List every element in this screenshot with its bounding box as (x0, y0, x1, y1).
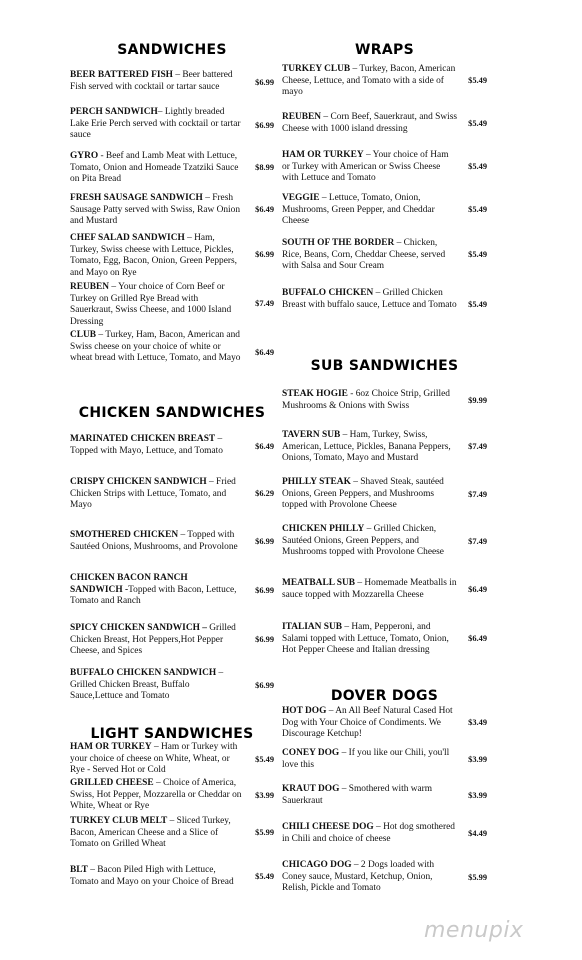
menu-item (70, 668, 274, 703)
item-price: $6.49 (255, 348, 274, 357)
wraps-title: WRAPS (355, 42, 414, 58)
item-price: $6.29 (255, 489, 274, 498)
menu-item (70, 434, 274, 457)
item-name: PHILLY STEAK (282, 477, 351, 487)
item-description: – Your choice of Corn Beef or Turkey on Grilled Rye Bread with Sauerkraut, Swiss Cheese, and 1000 Island Dressing (70, 282, 232, 328)
item-name: TURKEY CLUB MELT (70, 816, 168, 826)
item-description: – Grilled Chicken, Sautéed Onions, Green Peppers, and Mushrooms topped with Provolone Cheese (282, 524, 444, 558)
item-name: BUFFALO CHICKEN (282, 288, 374, 298)
menu-item (70, 70, 274, 93)
item-name: CLUB (70, 330, 97, 340)
item-price: $9.99 (468, 396, 487, 405)
menu-item (282, 784, 487, 807)
item-price: $5.49 (468, 205, 487, 214)
item-description: – Chicken, Rice, Beans, Corn, Cheddar Cheese, served with Salsa and Sour Cream (282, 238, 446, 272)
menu-item (70, 816, 274, 851)
menu-item (70, 742, 274, 777)
item-description: – Fried Chicken Strips with Lettuce, Tomato, and Mayo (70, 477, 236, 511)
item-name: GYRO (70, 151, 99, 161)
item-price: $6.99 (255, 586, 274, 595)
item-description: - 6oz Choice Strip, Grilled Mushrooms & Onions with Swiss (282, 389, 450, 411)
item-price: $8.99 (255, 163, 274, 172)
menu-item (282, 288, 487, 311)
item-description: – Shaved Steak, sautéed Onions, Green Peppers, and Mushrooms topped with Provolone Cheese (282, 477, 444, 511)
menu-item (70, 530, 274, 553)
item-description: – Turkey, Ham, Bacon, American and Swiss cheese on your choice of white or wheat bread with Lettuce, Tomato, and Mayo (70, 330, 241, 364)
menu-item (282, 578, 487, 601)
menu-item (282, 150, 487, 185)
item-description: – Bacon Piled High with Lettuce, Tomato and Mayo on your Choice of Bread (70, 865, 234, 887)
item-description: – Beer battered Fish served with cocktail or tartar sauce (70, 70, 233, 92)
menu-item (70, 233, 274, 280)
item-name: TAVERN SUB (282, 430, 341, 440)
item-name: REUBEN (282, 112, 322, 122)
menu-item (70, 193, 274, 228)
item-name: HOT DOG (282, 706, 327, 716)
item-price: $5.49 (468, 300, 487, 309)
item-description: – Ham or Turkey with your choice of cheese on White, Wheat, or Rye - Served Hot or Cold (70, 742, 238, 776)
menu-item (70, 151, 274, 186)
item-description: – Lettuce, Tomato, Onion, Mushrooms, Green Pepper, and Cheddar Cheese (282, 193, 435, 227)
item-price: $5.99 (255, 828, 274, 837)
sandwiches-title: SANDWICHES (117, 42, 227, 58)
item-price: $3.99 (468, 755, 487, 764)
item-description: – Lightly breaded Lake Erie Perch served with cocktail or tartar sauce (70, 107, 241, 141)
item-description: – Ham, Turkey, Swiss cheese with Lettuce, Pickles, Tomato, Egg, Bacon, Onion, Green Peppers, and Mayo on Rye (70, 233, 238, 279)
menu-item (282, 748, 487, 771)
menu-item (282, 706, 487, 741)
sub-sandwiches-title: SUB SANDWICHES (310, 358, 459, 374)
item-name: GRILLED CHEESE (70, 778, 154, 788)
item-name: CONEY DOG (282, 748, 340, 758)
chicken-sandwiches-title: CHICKEN SANDWICHES (78, 405, 266, 421)
menu-item (282, 477, 487, 512)
menu-item (282, 860, 487, 895)
item-name: SOUTH OF THE BORDER (282, 238, 395, 248)
item-price: $6.99 (255, 635, 274, 644)
item-description: – Hot dog smothered in Chili and choice of cheese (282, 822, 455, 844)
item-description: – Your choice of Ham or Turkey with American or Swiss Cheese with Lettuce and Tomato (282, 150, 449, 184)
menu-item (282, 193, 487, 228)
item-price: $6.49 (468, 634, 487, 643)
item-price: $6.49 (255, 205, 274, 214)
menupix-watermark: menupix (424, 918, 524, 943)
item-price: $6.49 (255, 442, 274, 451)
item-description: – If you like our Chili, you'll love this (282, 748, 450, 770)
item-description: – 2 Dogs loaded with Coney sauce, Mustard, Ketchup, Onion, Relish, Pickle and Tomato (282, 860, 435, 894)
item-price: $7.49 (468, 442, 487, 451)
item-price: $6.99 (255, 121, 274, 130)
item-name: SMOTHERED CHICKEN (70, 530, 179, 540)
menu-item (282, 112, 487, 135)
light-sandwiches-title: LIGHT SANDWICHES (90, 726, 254, 742)
item-price: $6.99 (255, 250, 274, 259)
item-name: CHICKEN PHILLY (282, 524, 365, 534)
item-name: HAM OR TURKEY (70, 742, 152, 752)
item-name: KRAUT DOG (282, 784, 340, 794)
item-price: $4.49 (468, 829, 487, 838)
item-price: $5.49 (255, 755, 274, 764)
item-description: – Smothered with warm Sauerkraut (282, 784, 433, 806)
item-name: CHICKEN BACON RANCH SANDWICH - (70, 573, 188, 595)
item-description: Topped with Bacon, Lettuce, Tomato and Ranch (70, 584, 237, 607)
item-price: $5.49 (468, 250, 487, 259)
item-description: – Ham, Pepperoni, and Salami topped with Lettuce, Tomato, Onion, Hot Pepper Cheese and Italian dressing (282, 622, 449, 656)
item-name: REUBEN (70, 282, 110, 292)
item-name: MARINATED CHICKEN BREAST (70, 434, 216, 444)
menu-item (282, 64, 487, 99)
item-description: – Topped with Mayo, Lettuce, and Tomato (70, 434, 223, 456)
menu-item (70, 623, 274, 658)
item-name: CHEF SALAD SANDWICH (70, 233, 185, 243)
menu-item (70, 107, 274, 142)
menu-item (70, 865, 274, 888)
item-name: VEGGIE (282, 193, 320, 203)
menu-item (282, 622, 487, 657)
item-description: – Turkey, Bacon, American Cheese, Lettuce, and Tomato with a side of mayo (282, 64, 456, 98)
menu-item (282, 524, 487, 559)
item-name: STEAK HOGIE (282, 389, 348, 399)
menu-item (70, 282, 274, 329)
item-name: CRISPY CHICKEN SANDWICH (70, 477, 207, 487)
item-price: $6.99 (255, 681, 274, 690)
dover-dogs-title: DOVER DOGS (330, 688, 439, 704)
item-description: – Corn Beef, Sauerkraut, and Swiss Cheese with 1000 island dressing (282, 112, 457, 134)
item-price: $5.99 (468, 873, 487, 882)
item-name: PERCH SANDWICH (70, 107, 158, 117)
item-name: CHICAGO DOG (282, 860, 352, 870)
item-description: – Choice of America, Swiss, Hot Pepper, Mozzarella or Cheddar on White, Wheat or Rye (70, 778, 242, 812)
item-description: – Homemade Meatballs in sauce topped with Mozzarella Cheese (282, 578, 457, 600)
item-name: SPICY CHICKEN SANDWICH – (70, 623, 207, 633)
item-name: BLT (70, 865, 88, 875)
item-description: – Grilled Chicken Breast, Buffalo Sauce,Lettuce and Tomato (70, 668, 224, 702)
item-price: $6.49 (468, 585, 487, 594)
item-name: TURKEY CLUB (282, 64, 351, 74)
item-name: BUFFALO CHICKEN SANDWICH (70, 668, 217, 678)
item-name: CHILI CHEESE DOG (282, 822, 374, 832)
item-price: $6.99 (255, 537, 274, 546)
item-price: $7.49 (255, 299, 274, 308)
menu-item (70, 477, 274, 512)
item-description: – Ham, Turkey, Swiss, American, Lettuce, Pickles, Banana Peppers, Onions, Tomato, Mayo and Mustard (282, 430, 451, 464)
item-price: $5.49 (255, 872, 274, 881)
item-description: – Topped with Sautéed Onions, Mushrooms, and Provolone (70, 530, 238, 552)
menu-item (282, 822, 487, 845)
item-description: – An All Beef Natural Cased Hot Dog with Your Choice of Condiments. We Discourage Ketchup! (282, 706, 453, 740)
item-price: $3.49 (468, 718, 487, 727)
menu-item (282, 238, 487, 273)
item-name: ITALIAN SUB (282, 622, 342, 632)
menu-item (282, 389, 487, 412)
item-description: Grilled Chicken Breast, Hot Peppers,Hot Pepper Cheese, and Spices (70, 623, 236, 657)
item-name: FRESH SAUSAGE SANDWICH (70, 193, 203, 203)
item-price: $5.49 (468, 162, 487, 171)
menu-item (70, 330, 274, 365)
item-name: MEATBALL SUB (282, 578, 356, 588)
item-description: - Beef and Lamb Meat with Lettuce, Tomato, Onion and Homeade Tzatziki Sauce on Pita Bread (70, 151, 239, 185)
item-price: $3.99 (468, 791, 487, 800)
item-price: $3.99 (255, 791, 274, 800)
menu-item (70, 778, 274, 813)
item-name: BEER BATTERED FISH (70, 70, 173, 80)
item-price: $7.49 (468, 490, 487, 499)
item-price: $7.49 (468, 537, 487, 546)
item-name: HAM OR TURKEY (282, 150, 364, 160)
item-price: $5.49 (468, 76, 487, 85)
menu-item (282, 430, 487, 465)
item-description: – Fresh Sausage Patty served with Swiss, Raw Onion and Mustard (70, 193, 241, 227)
item-description: – Sliced Turkey, Bacon, American Cheese and a Slice of Tomato on Grilled Wheat (70, 816, 231, 850)
item-description: – Grilled Chicken Breast with buffalo sauce, Lettuce and Tomato (282, 288, 457, 310)
item-price: $5.49 (468, 119, 487, 128)
menu-item (70, 573, 274, 608)
item-price: $6.99 (255, 78, 274, 87)
